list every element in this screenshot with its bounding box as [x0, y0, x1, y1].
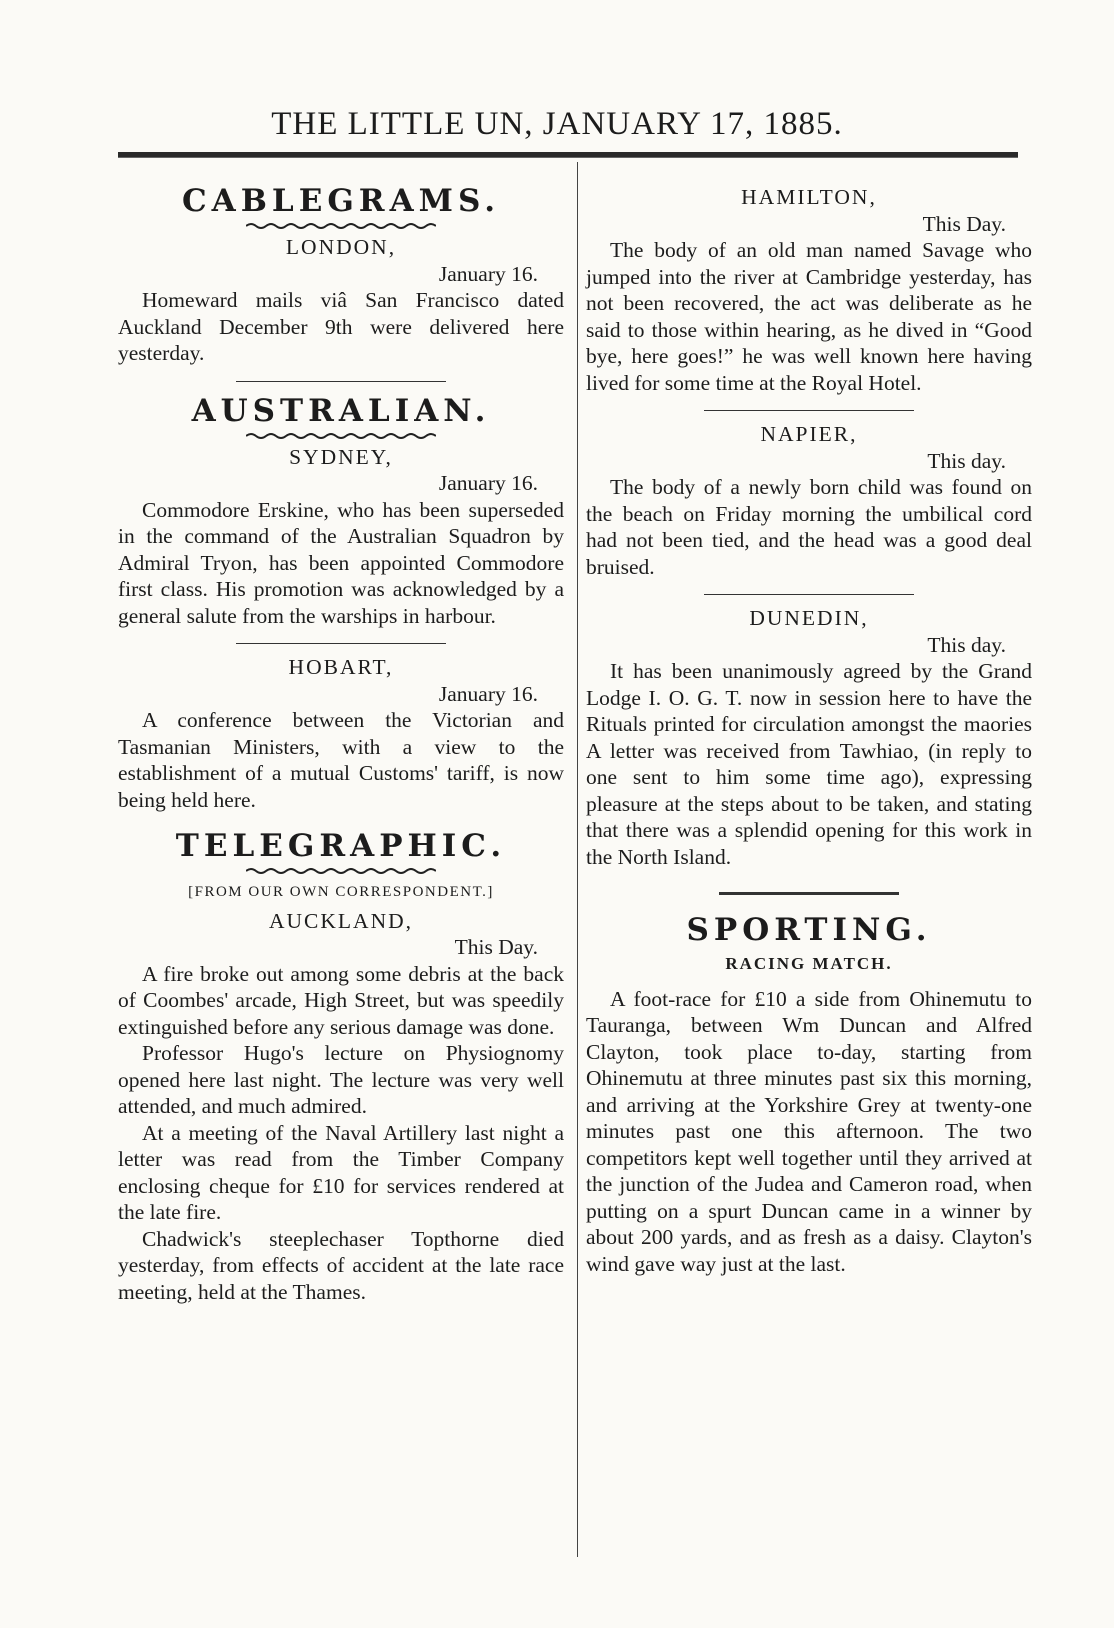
right-column: [586, 182, 1032, 1277]
masthead-rule: [118, 152, 1018, 158]
sydney-place: SYDNEY,: [289, 444, 393, 469]
column-divider: [577, 162, 578, 1557]
correspondent-note: [FROM OUR OWN CORRESPONDENT.]: [188, 884, 494, 900]
dunedin-body: It has been unanimously agreed by the Grand Lodge I. O. G. T. now in session here to have the Rituals printed for circulation amongst the maories A letter was received from Tawhiao, (in reply to one sent to him some time ago), expressing pleasure at the steps about to be taken, and stating that there was a splendid opening for this work in the North Island.: [586, 659, 1032, 869]
auckland-paragraph: At a meeting of the Naval Artillery last night a letter was read from the Timber Company enclosing cheque for £10 for services rendered at the late fire.: [118, 1120, 564, 1224]
racing-match-subheading: RACING MATCH.: [725, 954, 893, 973]
masthead: THE LITTLE UN, JANUARY 17, 1885.: [271, 106, 843, 142]
section-rule: [236, 381, 446, 382]
napier-place: NAPIER,: [760, 422, 858, 446]
auckland-paragraph: Chadwick's steeplechaser Topthorne died yesterday, from effects of accident at the late race meeting, held at the Thames.: [118, 1226, 564, 1304]
sporting-body: A foot-race for £10 a side from Ohinemutu to Tauranga, between Wm Duncan and Alfred Clayton, took place to-day, starting from Ohinemutu at three minutes past six this morning, and arriving at the Yorkshire Grey at twenty-one minutes past one this afternoon. The two competitors kept well together until they arrived at the junction of the Judea and Cameron road, when putting on a spurt Duncan came in a winner by about 200 yards, and as fresh as a daisy. Clayton's wind gave way just at the last.: [586, 986, 1032, 1276]
london-date: January 16.: [438, 261, 538, 286]
ornament-squiggle: [246, 432, 436, 440]
hobart-place: HOBART,: [288, 655, 394, 679]
section-rule: [236, 643, 446, 644]
hobart-body: A conference between the Victorian and Tasmanian Ministers, with a view to the establishment of a mutual Customs' tariff, is now being held here.: [118, 708, 564, 812]
telegraphic-heading: TELEGRAPHIC.: [175, 828, 507, 864]
australian-heading: AUSTRALIAN.: [191, 392, 491, 429]
hamilton-body: The body of an old man named Savage who jumped into the river at Cambridge yesterday, has not been recovered, the act was deliberate as he said to those within hearing, as he dived in “Good bye, here goes!” he was well known here having lived for some time at the Royal Hotel.: [586, 238, 1032, 395]
dunedin-place: DUNEDIN,: [749, 606, 869, 630]
auckland-paragraph: Professor Hugo's lecture on Physiognomy opened here last night. The lecture was very well attended, and much admired.: [118, 1041, 564, 1118]
napier-body: The body of a newly born child was found on the beach on Friday morning the umbilical cord had not been tied, and the head was a good deal bruised.: [586, 475, 1032, 579]
auckland-paragraph: A fire broke out among some debris at the back of Coombes' arcade, High Street, but was speedily extinguished before any serious damage was done.: [118, 961, 564, 1039]
section-rule: [704, 594, 914, 595]
hamilton-place: HAMILTON,: [741, 185, 877, 209]
cablegrams-heading: CABLEGRAMS.: [181, 183, 501, 219]
sporting-heading: SPORTING.: [686, 912, 932, 948]
sydney-date: January 16.: [438, 471, 538, 495]
dunedin-date: This day.: [927, 632, 1006, 657]
auckland-date: This Day.: [454, 935, 538, 959]
london-body: Homeward mails viâ San Francisco dated Auckland December 9th were delivered here yesterday.: [118, 288, 564, 365]
hobart-date: January 16.: [438, 681, 538, 706]
ornament-squiggle: [246, 222, 436, 230]
left-column: [118, 182, 564, 1305]
ornament-squiggle: [246, 867, 436, 875]
sydney-body: Commodore Erskine, who has been superseded in the command of the Australian Squadron by Admiral Tryon, has been appointed Commodore first class. His promotion was acknowledged by a general salute from the warships in harbour.: [118, 497, 564, 628]
section-rule: [704, 410, 914, 411]
section-rule-thick: [719, 892, 899, 895]
hamilton-date: This Day.: [922, 211, 1006, 236]
auckland-place: AUCKLAND,: [268, 908, 413, 933]
london-place: LONDON,: [285, 235, 397, 259]
napier-date: This day.: [927, 448, 1006, 473]
